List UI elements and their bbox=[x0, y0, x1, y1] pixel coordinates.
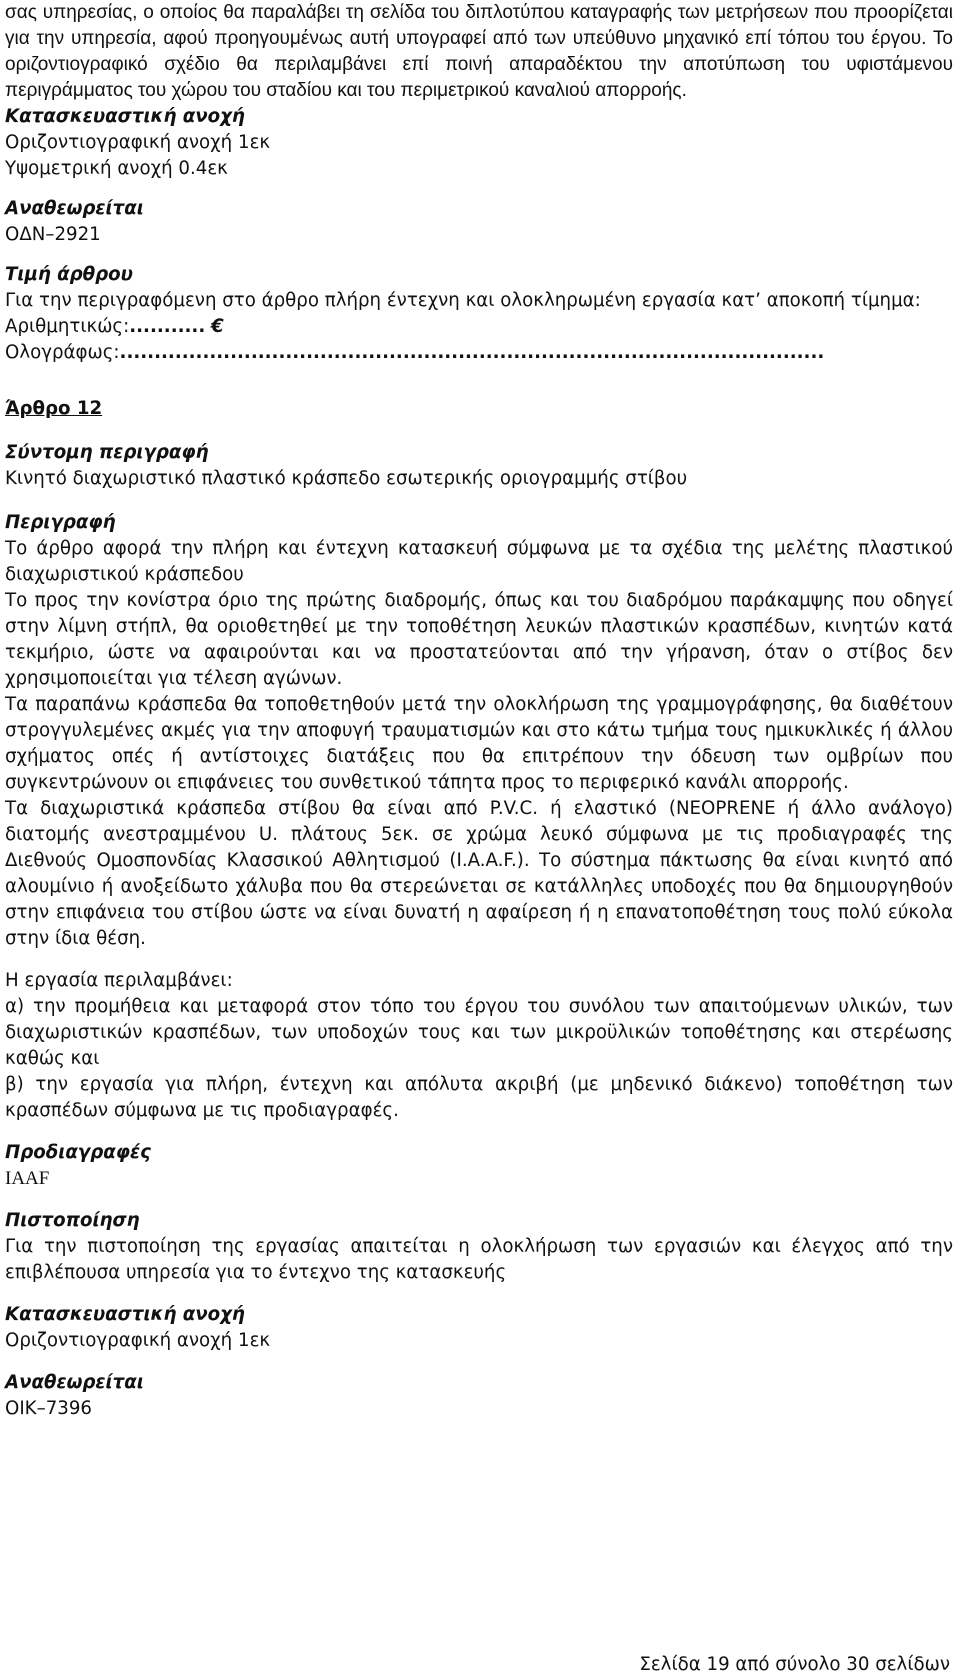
certification-text: Για την πιστοποίηση της εργασίας απαιτείται η ολοκλήρωση των εργασιών και έλεγχος από την επιβλέπουσα υπηρεσία για το έντεχνο της κατασκευής bbox=[5, 1236, 953, 1283]
description-paragraph-2: Το προς την κονίστρα όριο της πρώτης διαδρομής, όπως και του διαδρόμου παράκαμψης που οδηγεί στην λίμνη στήπλ, θα οριοθετηθεί με την τοποθέτηση λευκών πλαστικών κρασπέδων, κινητών κατά τεκμήριο, ώστε να αφαιρούνται και να προστατεύονται από την γήρανση, όταν ο στίβος δεν χρησιμοποιείται για τέλεση αγώνων. bbox=[5, 590, 953, 689]
specifications-value: IAAF bbox=[5, 1168, 50, 1189]
document-page bbox=[5, 0, 953, 1422]
specifications-heading: Προδιαγραφές bbox=[5, 1142, 151, 1163]
description-heading: Περιγραφή bbox=[5, 512, 116, 533]
work-item-b: β) την εργασία για πλήρη, έντεχνη και απόλυτα ακριβή (με μηδενικό διάκενο) τοποθέτηση των κρασπέδων σύμφωνα με τις προδιαγραφές. bbox=[5, 1074, 953, 1121]
price-words-dots: ...................................................................................................... bbox=[119, 342, 825, 363]
description-paragraph-3: Τα παραπάνω κράσπεδα θα τοποθετηθούν μετά την ολοκλήρωση της γραμμογράφησης, θα διαθέτουν στρογγυλεμένες ακμές για την αποφυγή τραυματισμών και στο κάτω τμήμα τους ημικυκλικές ή άλλου σχήματος οπές ή αντίστοιχες διατάξεις που θα επιτρέπουν την όδευση των ομβρίων που συγκεντρώνουν οι επιφάνειες του συνθετικού τάπητα προς το περιφερικό κανάλι απορροής. bbox=[5, 694, 953, 793]
price-words-line bbox=[5, 340, 953, 366]
work-includes-intro: Η εργασία περιλαμβάνει: bbox=[5, 970, 233, 991]
price-numeric-label: Αριθμητικώς: bbox=[5, 316, 130, 337]
work-item-a: α) την προμήθεια και μεταφορά στον τόπο του έργου του συνόλου των απαιτούμενων υλικών, των διαχωριστικών κρασπέδων, των υποδοχών τους και των μικροϋλικών τοποθέτησης και στερέωσης καθώς και bbox=[5, 996, 953, 1069]
description-paragraph-1: Το άρθρο αφορά την πλήρη και έντεχνη κατασκευή σύμφωνα με τα σχέδια της μελέτης πλαστικού διαχωριστικού κράσπεδου bbox=[5, 538, 953, 585]
price-numeric-line bbox=[5, 314, 953, 340]
description-paragraph-4: Τα διαχωριστικά κράσπεδα στίβου θα είναι από P.V.C. ή ελαστικό (NEOPRENE ή άλλο ανάλογο) διατομής ανεστραμμένου U. πλάτους 5εκ. σε χρώμα λευκό σύμφωνα με τις προδιαγραφές της Διεθνούς Ομοσπονδίας Κλασσικού Αθλητισμού (I.A.A.F.). Το σύστημα πάκτωσης θα είναι κινητό από αλουμίνιο ή ανοξείδωτο χάλυβα που θα στερεώνεται σε κατάλληλες υποδοχές που θα δημιουργηθούν στην επιφάνεια του στίβου ώστε να είναι δυνατή η αφαίρεση ή η επανατοποθέτηση τους πολύ εύκολα στην ίδια θέση. bbox=[5, 798, 953, 949]
certification-heading: Πιστοποίηση bbox=[5, 1210, 140, 1231]
article-tolerance-heading: Κατασκευαστική ανοχή bbox=[5, 1304, 245, 1325]
intro-paragraph: σας υπηρεσίας, ο οποίος θα παραλάβει τη σελίδα του διπλοτύπου καταγραφής των μετρήσεων που προορίζεται για την υπηρεσία, αφού προηγουμένως αυτή υπογραφεί από των υπεύθυνο μηχανικό επί τόπου του έργου. Το οριζοντιογραφικό σχέδιο θα περιλαμβάνει επί ποινή απαραδέκτου την αποτύπωση του υφιστάμενου περιγράμματος του χώρου του σταδίου και του περιμετρικού καναλιού απορροής. bbox=[5, 2, 953, 101]
short-description-heading: Σύντομη περιγραφή bbox=[5, 442, 209, 463]
euro-symbol: € bbox=[211, 316, 224, 337]
article-tolerance-horizontal: Οριζοντιογραφική ανοχή 1εκ bbox=[5, 1330, 271, 1351]
reviewed-code: ΟΔΝ–2921 bbox=[5, 224, 101, 245]
short-description: Κινητό διαχωριστικό πλαστικό κράσπεδο εσωτερικής οριογραμμής στίβου bbox=[5, 468, 688, 489]
article-reviewed-heading: Αναθεωρείται bbox=[5, 1372, 144, 1393]
price-words-label: Ολογράφως: bbox=[5, 342, 120, 363]
page-footer: Σελίδα 19 από σύνολο 30 σελίδων bbox=[639, 1654, 950, 1675]
article-title: Άρθρο 12 bbox=[5, 398, 103, 419]
price-heading: Τιμή άρθρου bbox=[5, 264, 133, 285]
article-reviewed-code: ΟΙΚ–7396 bbox=[5, 1398, 92, 1419]
price-numeric-dots: ........... bbox=[129, 316, 206, 337]
tolerance-horizontal: Οριζοντιογραφική ανοχή 1εκ bbox=[5, 132, 271, 153]
tolerance-heading: Κατασκευαστική ανοχή bbox=[5, 106, 245, 127]
tolerance-vertical: Υψομετρική ανοχή 0.4εκ bbox=[5, 158, 228, 179]
reviewed-heading: Αναθεωρείται bbox=[5, 198, 144, 219]
price-text: Για την περιγραφόμενη στο άρθρο πλήρη έντεχνη και ολοκληρωμένη εργασία κατ’ αποκοπή τίμημα: bbox=[5, 290, 921, 311]
